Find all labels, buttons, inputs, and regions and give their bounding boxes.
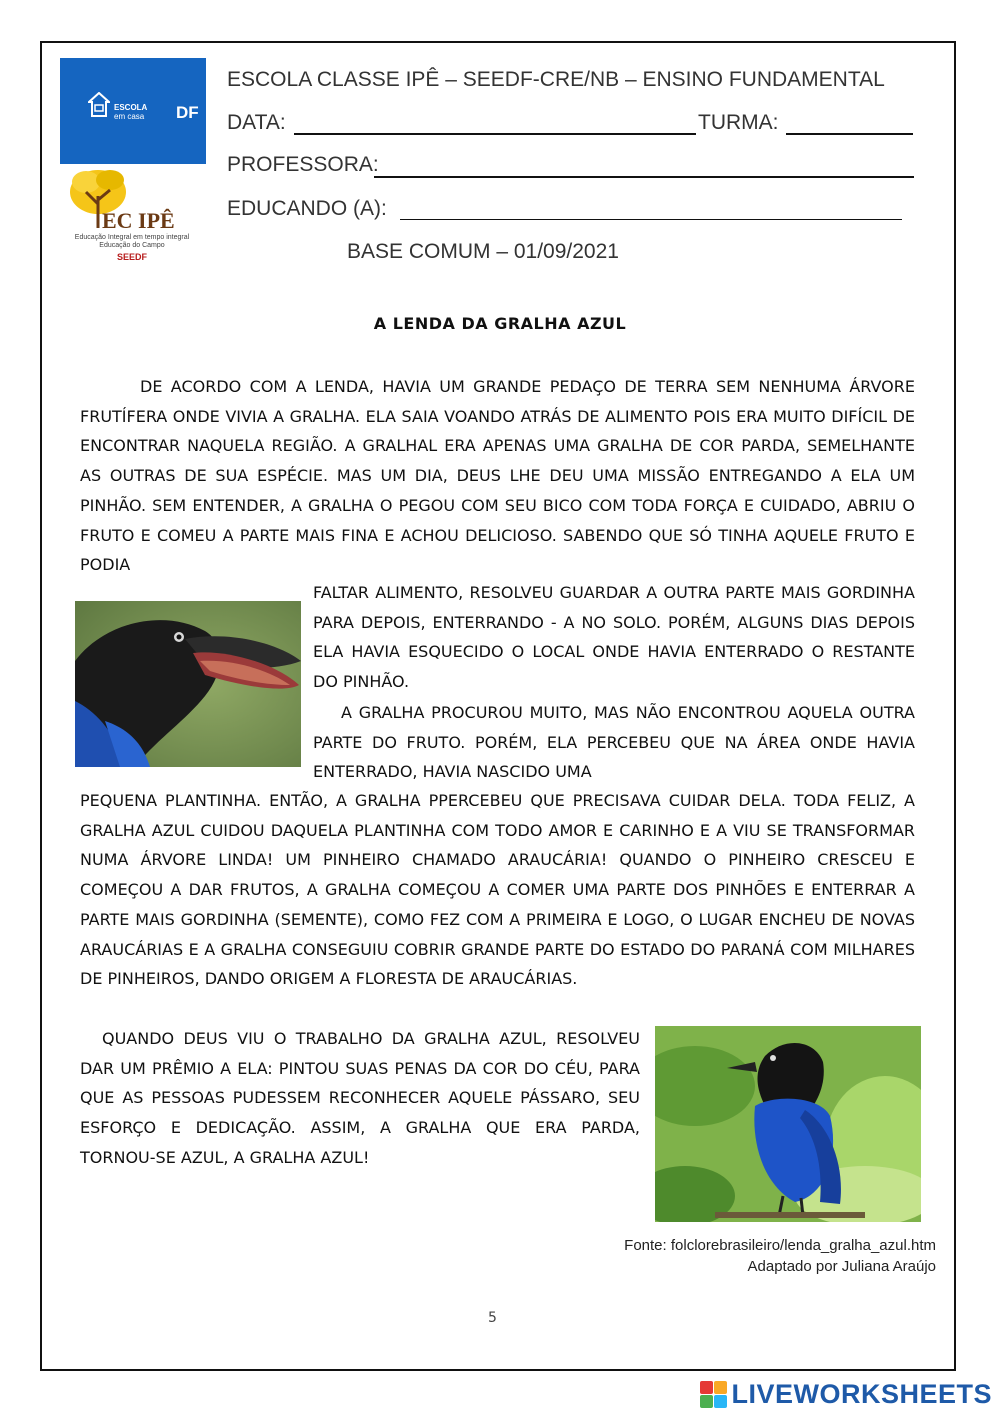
source-line: Fonte: folclorebrasileiro/lenda_gralha_azul.htm: [624, 1237, 936, 1254]
paragraph-5: QUANDO DEUS VIU O TRABALHO DA GRALHA AZUL, RESOLVEU DAR UM PRÊMIO A ELA: PINTOU SUAS PENAS DA COR DO CÉU, PARA QUE AS PESSOAS PUDESSEM RECONHECER AQUELE PÁSSARO, SEU ESFORÇO E DEDICAÇÃO. ASSIM, A GRALHA QUE ERA PARDA, TORNOU-SE AZUL, A GRALHA AZUL!: [80, 1029, 640, 1167]
student-label: EDUCANDO (A):: [227, 197, 387, 220]
teacher-label: PROFESSORA:: [227, 153, 379, 176]
paragraph-4: PEQUENA PLANTINHA. ENTÃO, A GRALHA PPERCEBEU QUE PRECISAVA CUIDAR DELA. TODA FELIZ, A GRALHA AZUL CUIDOU DAQUELA PLANTINHA COM TODO AMOR E CARINHO E A VIU SE TRANSFORMAR NUMA ÁRVORE LINDA! UM PINHEIRO CHAMADO ARAUCÁRIA! QUANDO O PINHEIRO CRESCEU E COMEÇOU A DAR FRUTOS, A GRALHA COMEÇOU A COMER UMA PARTE DOS PINHÕES E ENTERRAR A PARTE MAIS GORDINHA (SEMENTE), COMO FEZ COM A PRIMEIRA E LOGO, O LUGAR ENCHEU DE NOVAS ARAUCÁRIAS E A GRALHA CONSEGUIU COBRIR GRANDE PARTE DO ESTADO DO PARANÁ COM MILHARES DE PINHEIROS, DANDO ORIGEM A FLORESTA DE ARAUCÁRIAS.: [80, 791, 915, 989]
house-icon: [88, 92, 110, 118]
ec-ipe-logo: [64, 168, 200, 266]
ec-ipe-subtitle-1: Educação Integral em tempo integral: [74, 234, 190, 241]
page-number: 5: [488, 1310, 497, 1326]
teacher-field[interactable]: [374, 176, 914, 178]
escola-em-casa-logo: [60, 58, 206, 164]
ec-ipe-seedf: SEEDF: [116, 252, 147, 262]
liveworksheets-watermark: [700, 1378, 992, 1410]
logo-text-df: DF: [176, 103, 199, 122]
date-label: DATA:: [227, 111, 286, 134]
paragraph-2: FALTAR ALIMENTO, RESOLVEU GUARDAR A OUTRA PARTE MAIS GORDINHA PARA DEPOIS, ENTERRANDO - A NO SOLO. PORÉM, ALGUNS DIAS DEPOIS ELA HAVIA ESQUECIDO O LOCAL ONDE HAVIA ENTERRADO O RESTANTE DO PINHÃO.: [313, 583, 915, 692]
liveworksheets-text: LIVEWORKSHEETS: [731, 1378, 992, 1409]
adapted-by-line: Adaptado por Juliana Araújo: [747, 1258, 936, 1275]
liveworksheets-logo-icon: [700, 1381, 727, 1408]
student-field[interactable]: [400, 219, 902, 220]
base-line: BASE COMUM – 01/09/2021: [347, 240, 619, 263]
paragraph-1: DE ACORDO COM A LENDA, HAVIA UM GRANDE PEDAÇO DE TERRA SEM NENHUMA ÁRVORE FRUTÍFERA ONDE VIVIA A GRALHA. ELA SAIA VOANDO ATRÁS DE ALIMENTO POIS ERA MUITO DIFÍCIL DE ENCONTRAR NAQUELA REGIÃO. A GRALHAL ERA APENAS UMA GRALHA DE COR PARDA, SEMELHANTE AS OUTRAS DE SUA ESPÉCIE. MAS UM DIA, DEUS LHE DEU UMA MISSÃO ENTREGANDO A ELA UM PINHÃO. SEM ENTENDER, A GRALHA O PEGOU COM SEU BICO COM TODA FORÇA E CUIDADO, ABRIU O FRUTO E COMEU A PARTE MAIS FINA E ACHOU DELICIOSO. SABENDO QUE SÓ TINHA AQUELE FRUTO E PODIA: [80, 377, 915, 575]
school-line: ESCOLA CLASSE IPÊ – SEEDF-CRE/NB – ENSINO FUNDAMENTAL: [227, 68, 885, 91]
ec-ipe-subtitle-2: Educação do Campo: [99, 242, 165, 249]
paragraph-3: A GRALHA PROCUROU MUITO, MAS NÃO ENCONTROU AQUELA OUTRA PARTE DO FRUTO. PORÉM, ELA PERCEBEU QUE NA ÁREA ONDE HAVIA ENTERRADO, HAVIA NASCIDO UMA: [313, 703, 915, 782]
gralha-azul-perched-photo: [655, 1026, 921, 1222]
ec-ipe-name: EC IPÊ: [102, 208, 175, 233]
logo-text-em-casa: em casa: [114, 112, 145, 121]
class-field[interactable]: [786, 133, 913, 135]
story-title: A LENDA DA GRALHA AZUL: [373, 314, 627, 333]
date-field[interactable]: [294, 133, 696, 135]
gralha-with-pinhao-photo: [75, 601, 301, 767]
logo-text-escola: ESCOLA: [114, 103, 148, 112]
class-label: TURMA:: [698, 111, 779, 134]
